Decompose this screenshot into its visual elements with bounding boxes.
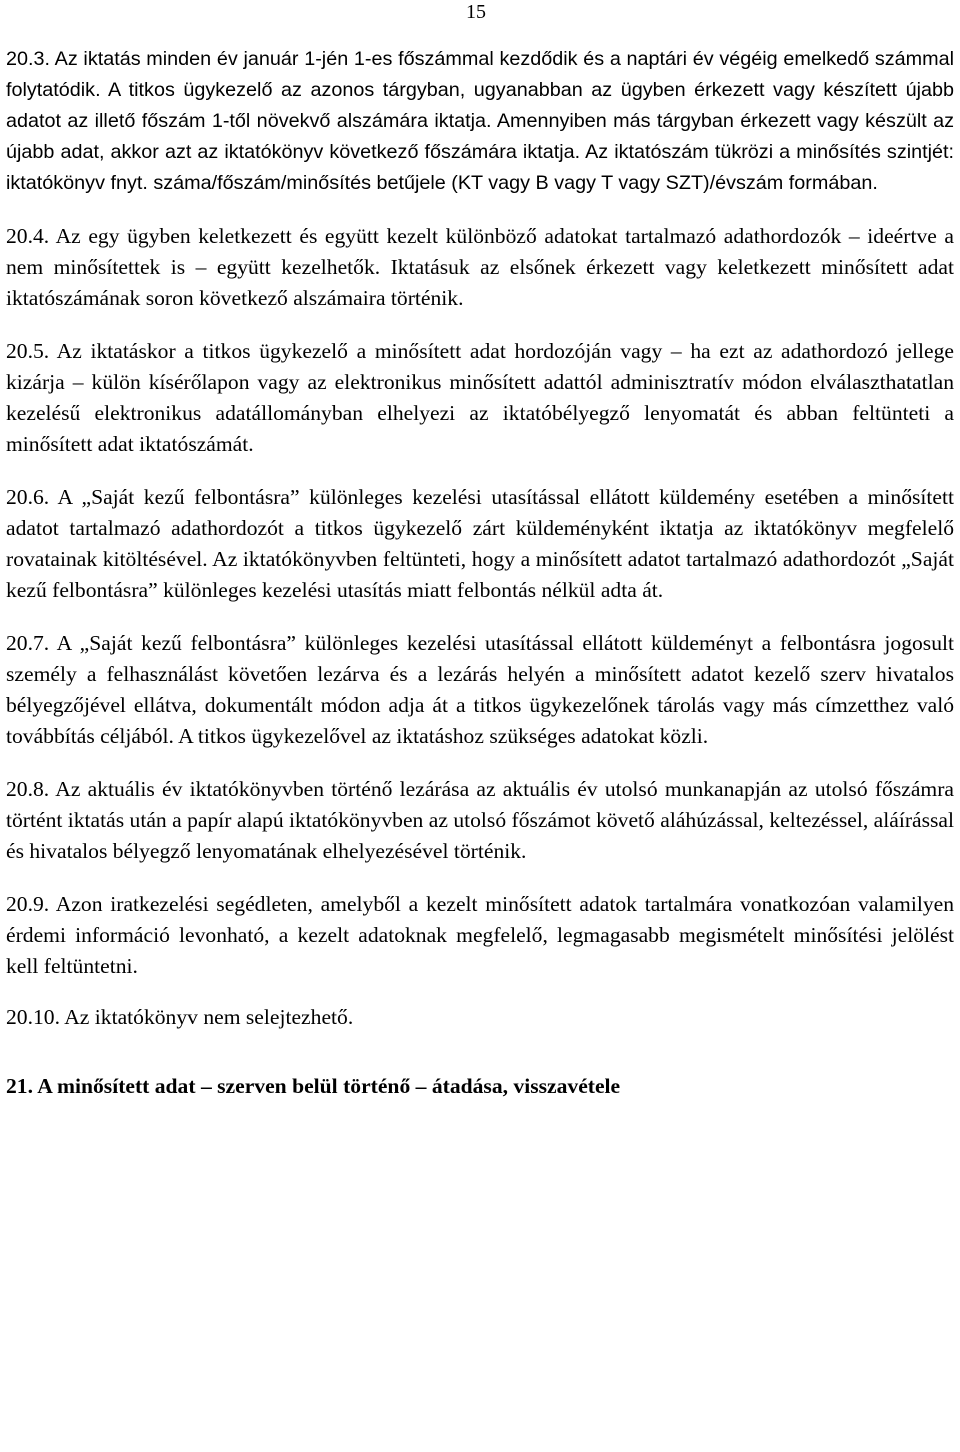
paragraph-20-3: 20.3. Az iktatás minden év január 1-jén 1-es főszámmal kezdődik és a naptári év végéig emelkedő számmal folytatódik. A titkos ügykezelő az azonos tárgyban, ugyanabban az ügyben érkezett vagy készített újabb adatot az illető főszám 1-től növekvő alszámára iktatja. Amennyiben más tárgyban érkezett vagy készült az újabb adat, akkor azt az iktatókönyv következő főszámára iktatja. Az iktatószám tükrözi a minősítés szintjét: iktatókönyv fnyt. száma/főszám/minősítés betűjele (KT vagy B vagy T vagy SZT)/évszám formában. bbox=[6, 48, 954, 194]
paragraph-20-5: 20.5. Az iktatáskor a titkos ügykezelő a minősített adat hordozóján vagy – ha ezt az adathordozó jellege kizárja – külön kísérőlapon vagy az elektronikus minősített adattól adminisztratív módon elválaszthatatlan kezelésű elektronikus adatállományban elhelyezi az iktatóbélyegző lenyomatát és abban feltünteti a minősített adat iktatószámát. bbox=[6, 339, 954, 456]
page-number: 15 bbox=[466, 1, 486, 23]
section-heading-21: 21. A minősített adat – szerven belül történő – átadása, visszavétele bbox=[6, 1074, 621, 1098]
paragraph-20-8: 20.8. Az aktuális év iktatókönyvben történő lezárása az aktuális év utolsó munkanapján az utolsó főszámra történt iktatás után a papír alapú iktatókönyvben az utolsó főszámot követő aláhúzással, keltezéssel, aláírással és hivatalos bélyegző lenyomatának elhelyezésével történik. bbox=[6, 777, 955, 863]
paragraph-20-4: 20.4. Az egy ügyben keletkezett és együtt kezelt különböző adatokat tartalmazó adathordozók – ideértve a nem minősítettek is – együtt kezelhetők. Iktatásuk az elsőnek érkezett vagy keletkezett minősített adat iktatószámának soron következő alszámaira történik. bbox=[6, 224, 954, 310]
paragraph-20-9: 20.9. Azon iratkezelési segédleten, amelyből a kezelt minősített adatok tartalmára vonatkozóan valamilyen érdemi információ levonható, a kezelt adatoknak megfelelő, legmagasabb megismételt minősítési jelölést kell feltüntetni. bbox=[6, 892, 954, 978]
paragraph-20-7: 20.7. A „Saját kezű felbontásra” különleges kezelési utasítással ellátott küldeményt a felbontásra jogosult személy a felhasználást követően lezárva és a lezárás helyén a minősített adatot kezelő szerv hivatalos bélyegzőjével ellátva, dokumentált módon adja át a titkos ügykezelőnek tárolás vagy más címzetthez való továbbítás céljából. A titkos ügykezelővel az iktatáshoz szükséges adatokat közli. bbox=[6, 631, 954, 748]
paragraph-20-10: 20.10. Az iktatókönyv nem selejtezhető. bbox=[6, 1005, 354, 1029]
document-body bbox=[6, 44, 954, 1102]
paragraph-20-6: 20.6. A „Saját kezű felbontásra” különleges kezelési utasítással ellátott küldemény esetében a minősített adatot tartalmazó adathordozót a titkos ügykezelő zárt küldeményként iktatja az iktatókönyv megfelelő rovatainak kitöltésével. Az iktatókönyvben feltünteti, hogy a minősített adatot tartalmazó adathordozót „Saját kezű felbontásra” különleges kezelési utasítás miatt felbontás nélkül adta át. bbox=[6, 485, 954, 602]
